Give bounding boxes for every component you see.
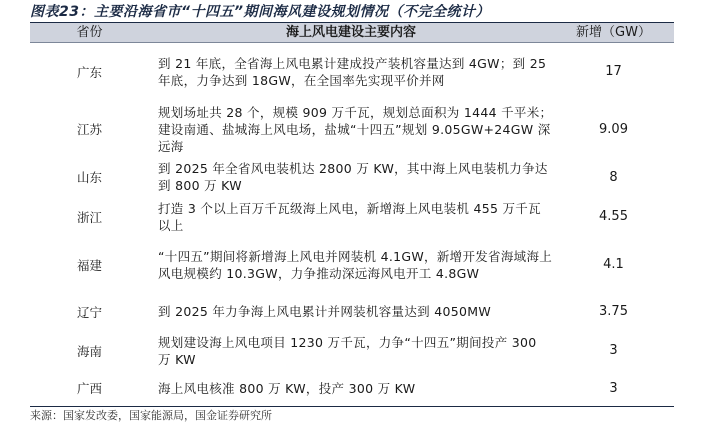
content-cell: 打造 3 个以上百万千瓦级海上风电，新增海上风电装机 455 万千瓦以上 (158, 200, 541, 233)
province-cell: 浙江 (76, 209, 102, 225)
source-note: 来源：国家发改委，国家能源局，国金证券研究所 (30, 409, 272, 422)
province-cell: 山东 (76, 170, 102, 185)
added-gw-cell: 3 (609, 343, 618, 358)
header-province: 省份 (30, 23, 149, 43)
added-gw-cell: 9.09 (599, 121, 628, 137)
table-row (30, 331, 674, 371)
figure-title: 图表23：主要沿海省市“十四五”期间海风建设规划情况（不完全统计） (30, 4, 491, 20)
content-cell: 到 2025 年全省风电装机达 2800 万 KW，其中海上风电装机力争达到 800 万 KW (158, 161, 548, 193)
table-row (30, 101, 674, 158)
added-gw-cell: 3 (553, 371, 674, 407)
province-cell: 广西 (30, 371, 149, 407)
table-header-row (30, 23, 674, 43)
table-row (30, 371, 674, 407)
added-gw-cell: 4.1 (603, 257, 624, 272)
added-gw-cell: 8 (609, 169, 618, 185)
province-cell: 辽宁 (76, 304, 102, 320)
table-row (30, 197, 674, 237)
content-cell: 到 2025 年力争海上风电累计并网装机容量达到 4050MW (158, 304, 491, 319)
table-row (30, 293, 674, 331)
added-gw-cell: 4.55 (599, 209, 628, 224)
added-gw-cell: 17 (605, 64, 622, 80)
header-added-gw: 新增（GW） (553, 23, 674, 43)
province-cell: 海南 (76, 343, 102, 359)
content-cell: 规划场址共 28 个，规模 909 万千瓦，规划总面积为 1444 千平米；建设南通、盐城海上风电场，盐城“十四五”规划 9.05GW+24GW 深远海 (158, 104, 553, 154)
added-gw-cell: 3.75 (599, 304, 628, 319)
content-cell: “十四五”期间将新增海上风电并网装机 4.1GW，新增开发省海域海上风电规模约 10.3GW，力争推动深远海风电开工 4.8GW (158, 248, 553, 281)
content-cell: 到 21 年底，全省海上风电累计建成投产装机容量达到 4GW；到 25 年底，力争达到 18GW，在全国率先实现平价并网 (158, 55, 547, 88)
province-cell: 广东 (76, 64, 102, 80)
table-row (30, 43, 674, 101)
province-cell: 江苏 (76, 122, 102, 137)
header-content: 海上风电建设主要内容 (149, 23, 553, 43)
content-cell: 规划建设海上风电项目 1230 万千瓦，力争“十四五”期间投产 300 万 KW (158, 334, 537, 367)
table-row (30, 237, 674, 293)
content-cell: 海上风电核准 800 万 KW，投产 300 万 KW (149, 371, 553, 407)
province-cell: 福建 (76, 257, 102, 273)
planning-table (30, 22, 674, 407)
table-row (30, 158, 674, 197)
